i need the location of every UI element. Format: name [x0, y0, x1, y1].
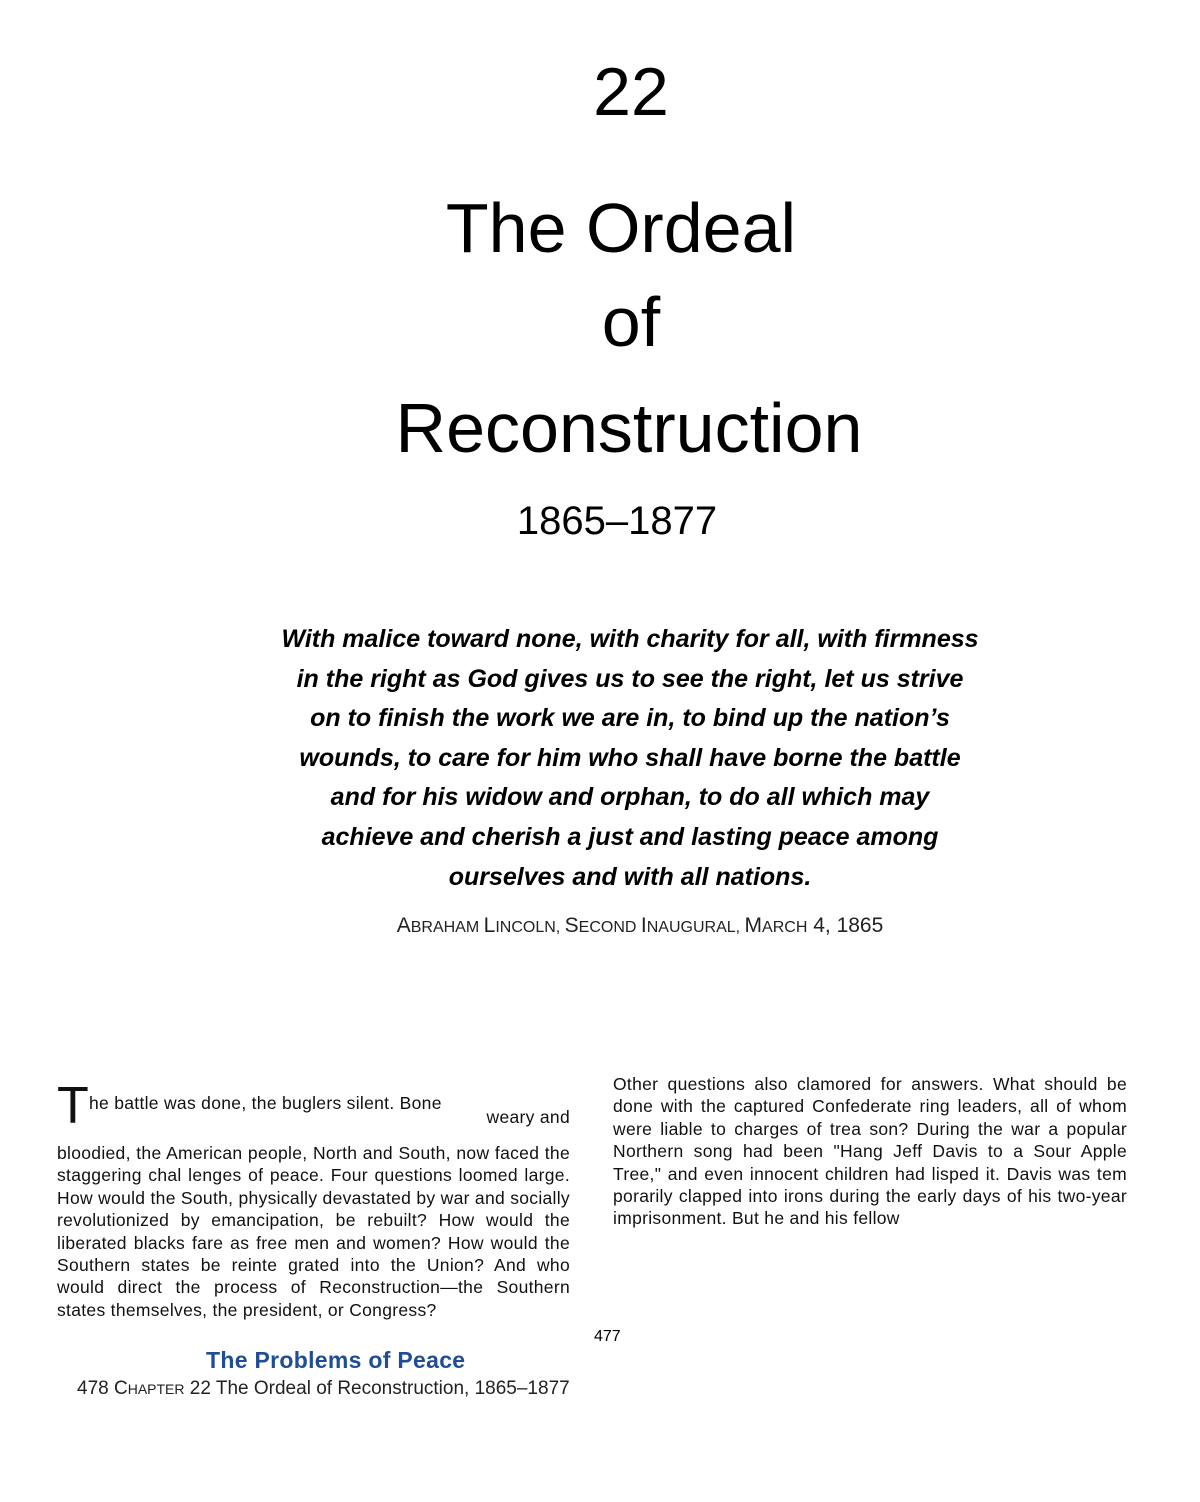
attr-l2: INCOLN,: [495, 919, 565, 936]
drop-cap: T: [57, 1077, 90, 1135]
chapter-title-line-2: of: [601, 283, 661, 361]
attr-l1: L: [483, 914, 496, 937]
footer-page-number: 478: [77, 1378, 114, 1399]
section-heading: The Problems of Peace: [206, 1347, 466, 1373]
chapter-years: 1865–1877: [516, 499, 718, 543]
footer-c2: HAPTER: [127, 1381, 185, 1397]
running-footer: [77, 1378, 570, 1400]
footer-c1: C: [113, 1378, 128, 1399]
attr-date: 4, 1865: [807, 914, 884, 937]
first-line-text: he battle was done, the buglers silent. Bone: [89, 1093, 442, 1113]
attr-s1: S: [564, 914, 579, 937]
body-column-right: Other questions also clamored for answers. What should be done with the captured Confederate ring leaders, all of whom were liable to charges of trea son? During the war a popular Northern song had been "Hang Jeff Davis to a Sour Apple Tree," and even innocent children had lisped it. Davis was tem porarily clapped into irons during the early days of his two-year imprisonment. But he and his fellow: [613, 1074, 1127, 1229]
attr-m1: M: [744, 914, 763, 937]
epigraph-attribution: [240, 912, 1040, 942]
attr-a2: BRAHAM: [410, 919, 484, 936]
chapter-number: 22: [593, 54, 669, 130]
attr-i2: NAUGURAL,: [646, 919, 745, 936]
attr-i1: I: [640, 914, 647, 937]
epigraph-quote: With malice toward none, with charity for all, with firmness in the right as God gives us to see the right, let us strive on to finish the work we are in, to bind up the nation’s wounds, to care for him who shall have borne the battle and for his widow and orphan, to do all which may achieve and cherish a just and lasting peace among ourselves and with all nations.: [281, 625, 979, 891]
chapter-title-line-1: The Ordeal: [445, 189, 797, 267]
first-line: [57, 1077, 570, 1142]
page-number: 477: [594, 1328, 621, 1345]
left-column-text: bloodied, the American people, North and South, now faced the staggering chal lenges of peace. Four questions loomed large. How would the South, physically devastated by war and socially revolutionized by emancipation, be rebuilt? How would the liberated blacks fare as free men and women? How would the Southern states be reinte grated into the Union? And who would direct the process of Reconstruction—the Southern states themselves, the president, or Congress?: [57, 1143, 570, 1320]
footer-title: 22 The Ordeal of Reconstruction, 1865–1877: [184, 1378, 570, 1399]
chapter-title-line-3: Reconstruction: [395, 389, 863, 467]
attr-m2: ARCH: [762, 919, 808, 936]
attr-a1: A: [396, 914, 411, 937]
attr-s2: ECOND: [578, 919, 641, 936]
body-column-left: [57, 1077, 570, 1321]
first-line-end: weary and: [486, 1107, 570, 1127]
